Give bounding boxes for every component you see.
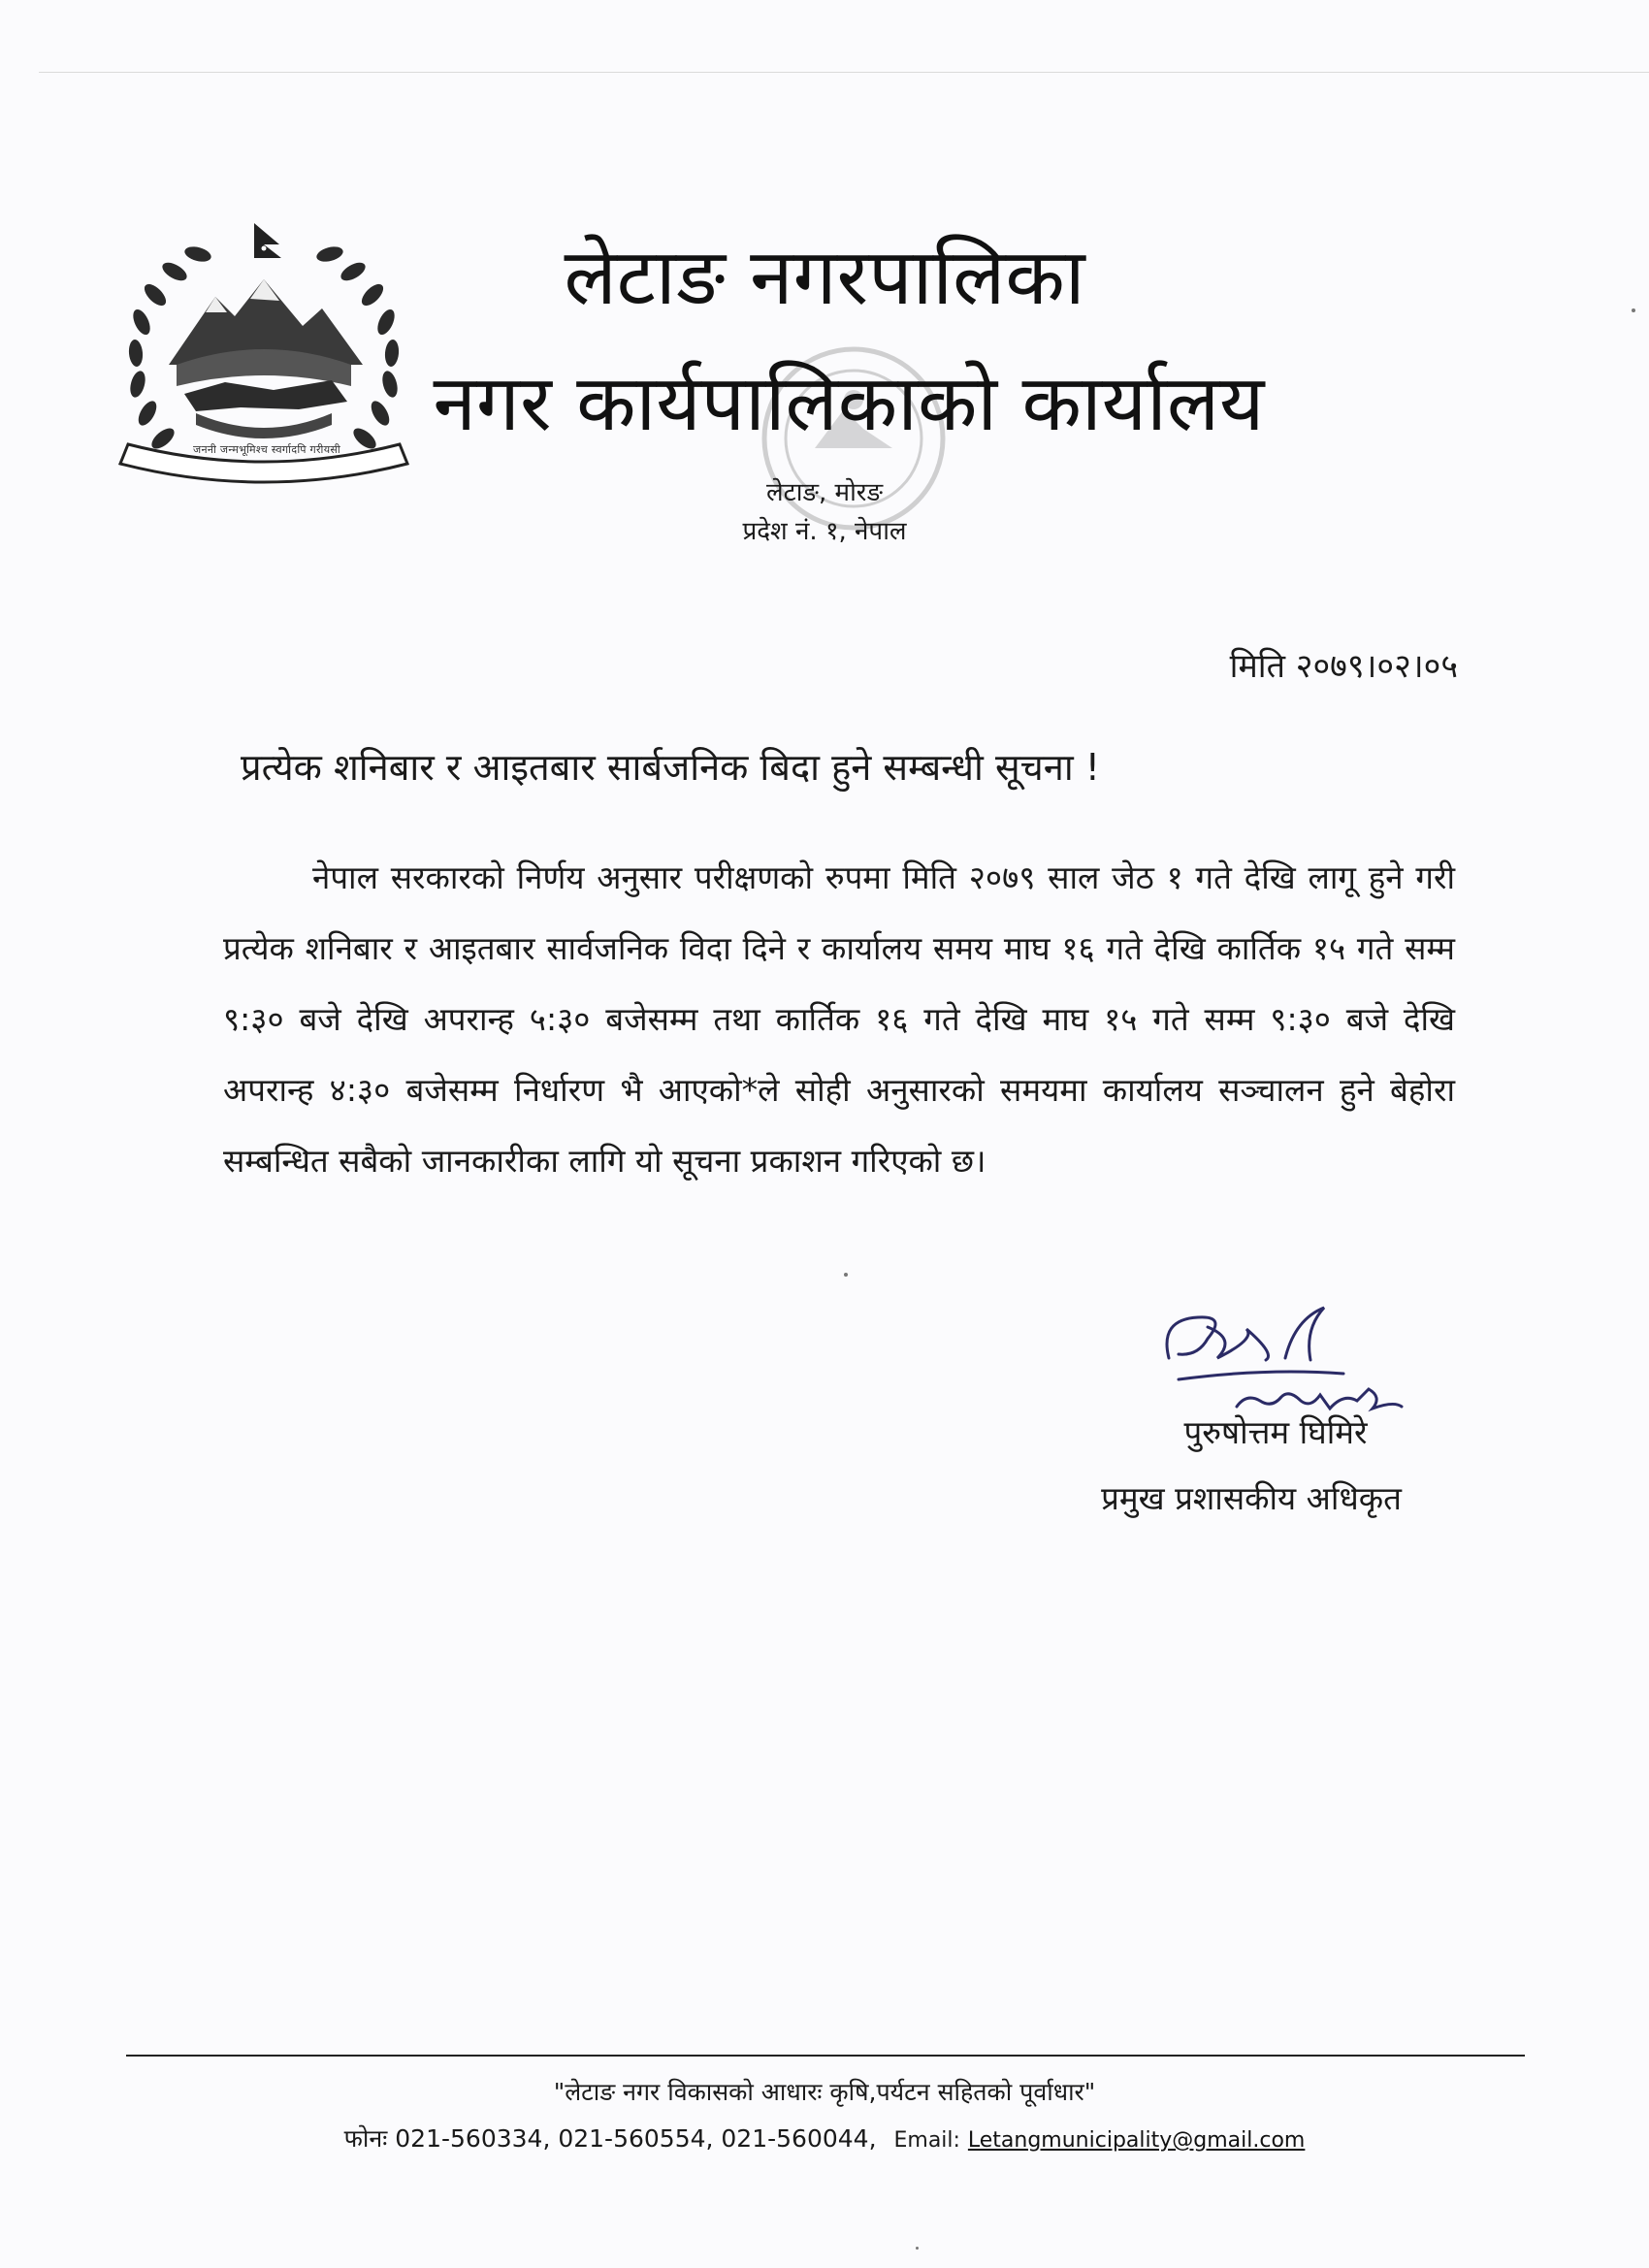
phone-label: फोनः bbox=[343, 2124, 388, 2153]
notice-body-paragraph: नेपाल सरकारको निर्णय अनुसार परीक्षणको रुपमा मिति २०७९ साल जेठ १ गते देखि लागू हुने गरी प्रत्येक शनिबार र आइतबार सार्वजनिक विदा दिने र कार्यालय समय माघ १६ गते देखि कार्तिक १५ गते सम्म ९:३० बजे देखि अपरान्ह ५:३० बजेसम्म तथा कार्तिक १६ गते देखि माघ १५ गते सम्म ९:३० बजे देखि अपरान्ह ४:३० बजेसम्म निर्धारण भै आएको*ले सोही अनुसारको समयमा कार्यालय सञ्चालन हुने बेहोरा सम्बन्धित सबैको जानकारीका लागि यो सूचना प्रकाशन गरिएको छ। bbox=[223, 859, 1455, 1180]
signatory-title: प्रमुख प्रशासकीय अधिकृत bbox=[1101, 1479, 1402, 1517]
scan-speck bbox=[1632, 308, 1635, 312]
email-label: Email: bbox=[893, 2128, 960, 2153]
notice-body bbox=[223, 842, 1455, 1196]
handwritten-signature-icon bbox=[1140, 1300, 1450, 1426]
office-title: नगर कार्यपालिकाको कार्यालय bbox=[433, 358, 1265, 448]
municipality-title: लेटाङ नगरपालिका bbox=[564, 232, 1085, 322]
phone-numbers: 021-560334, 021-560554, 021-560044, bbox=[395, 2124, 877, 2153]
scan-speck bbox=[844, 1273, 848, 1277]
footer-contact bbox=[0, 2121, 1649, 2159]
address-line-2: प्रदेश नं. १, नेपाल bbox=[742, 517, 907, 546]
footer-slogan: "लेटाङ नगर विकासको आधारः कृषि,पर्यटन सहितको पूर्वाधार" bbox=[553, 2078, 1096, 2106]
notice-subject: प्रत्येक शनिबार र आइतबार सार्बजनिक बिदा हुने सम्बन्धी सूचना ! bbox=[241, 746, 1101, 789]
footer-divider bbox=[126, 2055, 1525, 2057]
signatory-name: पुरुषोत्तम घिमिरे bbox=[1183, 1413, 1368, 1451]
email-link[interactable]: Letangmunicipality@gmail.com bbox=[967, 2128, 1306, 2153]
emblem-motto: जननी जन्मभूमिश्च स्वर्गादपि गरीयसी bbox=[193, 443, 340, 456]
notice-date: मिति २०७९।०२।०५ bbox=[1229, 647, 1458, 686]
address-line-1: लेटाङ, मोरङ bbox=[765, 478, 884, 507]
scan-speck bbox=[916, 2247, 919, 2250]
scan-edge-line bbox=[39, 72, 1649, 73]
